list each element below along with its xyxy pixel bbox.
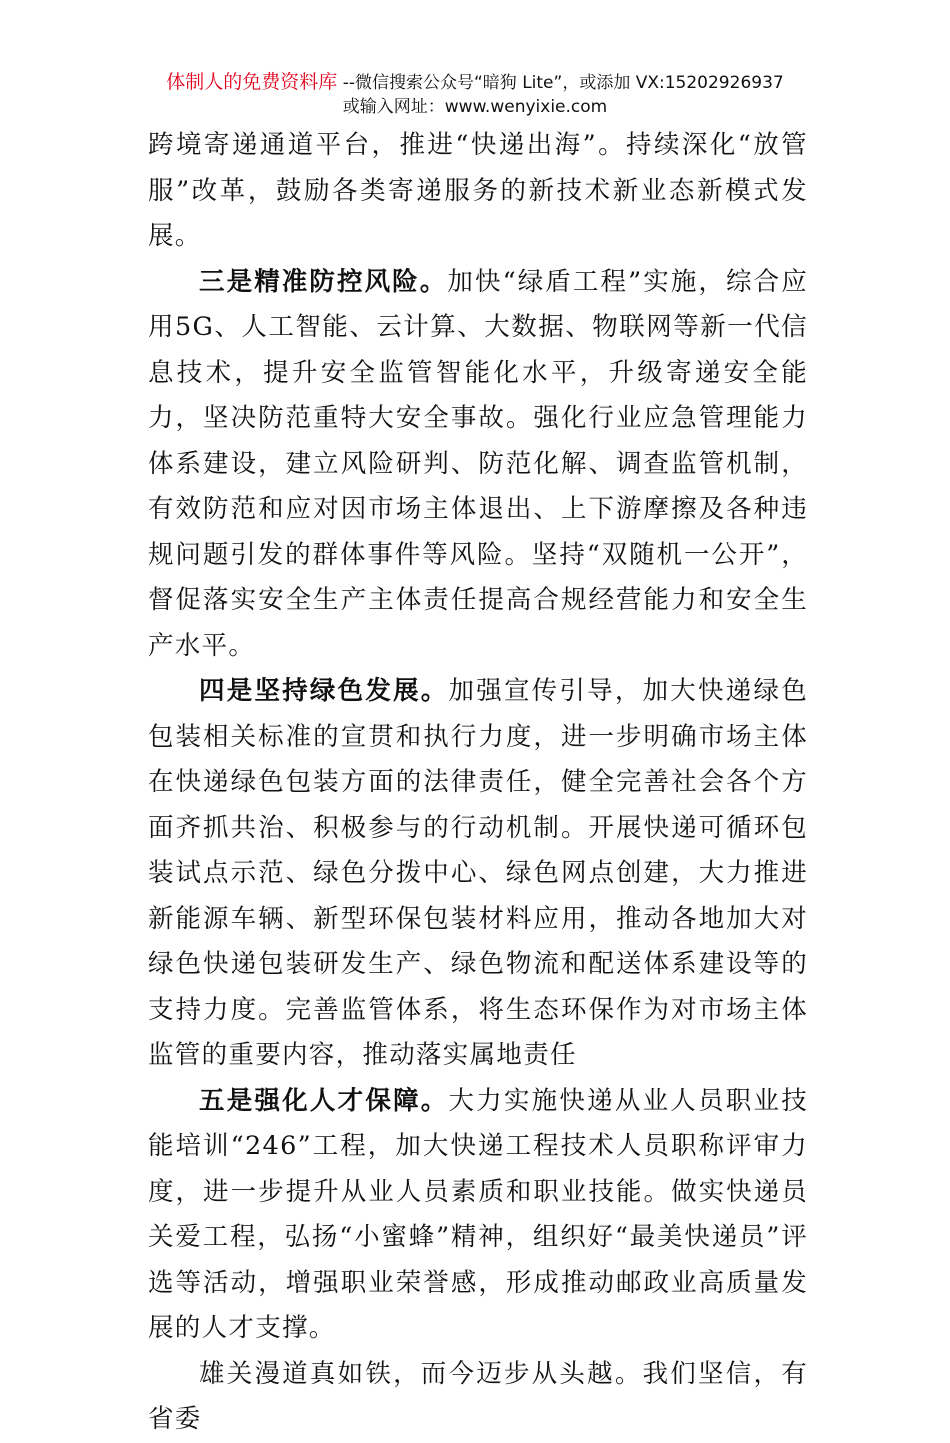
paragraph-lead: 三是精准防控风险。	[199, 266, 448, 297]
header-contact: --微信搜索公众号“暗狗 Lite”，或添加 VX:15202926937	[337, 73, 784, 93]
paragraph-lead: 四是坚持绿色发展。	[199, 676, 449, 706]
paragraph-text: 加快“绿盾工程”实施，综合应用5G、人工智能、云计算、大数据、物联网等新一代信息技术，提升安全监管智能化水平，升级寄递安全能力，坚决防范重特大安全事故。强化行业应急管理能力体系建设，建立风险研判、防范化解、调查监管机制，有效防范和应对因市场主体退出、上下游摩擦及各种违规问题引发的群体事件等风险。坚持“双随机一公开”，督促落实安全生产主体责任提高合规经营能力和安全生产水平。	[148, 266, 808, 661]
header-line-1	[0, 70, 950, 95]
header-website: 或输入网址：www.wenyixie.com	[342, 97, 608, 117]
paragraph-text: 加强宣传引导，加大快递绿色包装相关标准的宣贯和执行力度，进一步明确市场主体在快递绿色包装方面的法律责任，健全完善社会各个方面齐抓共治、积极参与的行动机制。开展快递可循环包装试点示范、绿色分拨中心、绿色网点创建，大力推进新能源车辆、新型环保包装材料应用，推动各地加大对绿色快递包装研发生产、绿色物流和配送体系建设等的支持力度。完善监管体系，将生态环保作为对市场主体监管的重要内容，推动落实属地责任	[148, 676, 808, 1070]
paragraph-text: 雄关漫道真如铁，而今迈步从头越。我们坚信，有省委	[148, 1358, 808, 1434]
paragraph-lead: 五是强化人才保障。	[199, 1085, 449, 1116]
paragraph-green-development	[148, 669, 808, 1079]
paragraph-closing	[148, 1352, 808, 1443]
document-header	[0, 70, 950, 119]
paragraph-continuation	[148, 123, 808, 260]
document-body	[148, 123, 808, 1443]
paragraph-text: 大力实施快递从业人员职业技能培训“246”工程，加大快递工程技术人员职称评审力度，进一步提升从业人员素质和职业技能。做实快递员关爱工程，弘扬“小蜜蜂”精神，组织好“最美快递员”评选等活动，增强职业荣誉感，形成推动邮政业高质量发展的人才支撑。	[148, 1085, 808, 1343]
paragraph-text: 跨境寄递通道平台，推进“快递出海”。持续深化“放管服”改革，鼓励各类寄递服务的新技术新业态新模式发展。	[148, 130, 808, 251]
paragraph-risk-control	[148, 260, 808, 670]
paragraph-talent-support	[148, 1079, 808, 1352]
header-brand: 体制人的免费资料库	[166, 71, 338, 93]
